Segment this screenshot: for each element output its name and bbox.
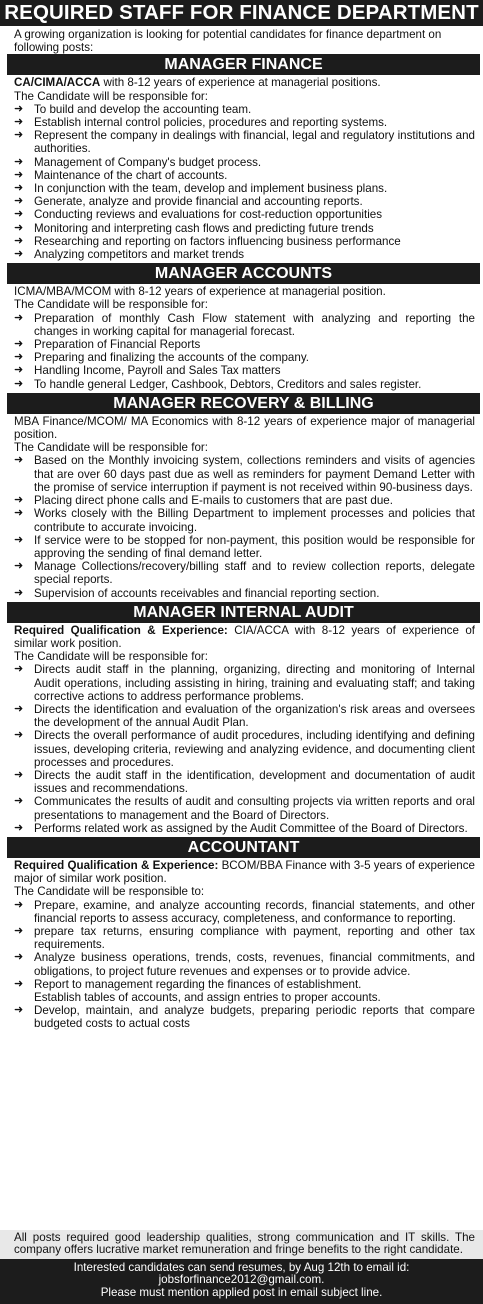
list-item-text: Establish internal control policies, procedures and reporting systems. bbox=[34, 116, 388, 130]
right-arrow-icon: ➜ bbox=[14, 182, 24, 195]
qualification bbox=[14, 76, 475, 89]
section-heading: MANAGER INTERNAL AUDIT bbox=[7, 602, 480, 623]
list-item bbox=[14, 338, 475, 351]
responsibility-list bbox=[14, 899, 475, 991]
qualification-label: CA/CIMA/ACCA bbox=[14, 76, 101, 90]
right-arrow-icon: ➜ bbox=[14, 507, 24, 520]
sections-container bbox=[0, 54, 483, 1032]
list-item-text: In conjunction with the team, develop and implement business plans. bbox=[34, 182, 388, 196]
qualification bbox=[14, 624, 475, 650]
list-item-text: To build and develop the accounting team. bbox=[34, 102, 252, 116]
responsibility-lead: The Candidate will be responsible for: bbox=[14, 89, 208, 103]
list-item bbox=[14, 769, 475, 795]
list-item bbox=[14, 1004, 475, 1030]
section-heading: MANAGER FINANCE bbox=[7, 54, 480, 75]
list-item bbox=[14, 116, 475, 129]
list-item-text: Manage Collections/recovery/billing staff and to review collection reports, delegate special reports. bbox=[34, 560, 475, 587]
responsibility-list bbox=[14, 312, 475, 391]
list-item bbox=[14, 899, 475, 925]
list-item bbox=[14, 729, 475, 769]
list-item-text: Placing direct phone calls and E-mails to customers that are past due. bbox=[34, 494, 393, 508]
contact-email[interactable]: jobsforfinance2012@gmail.com. bbox=[158, 1273, 325, 1287]
list-item-text: Preparation of Financial Reports bbox=[34, 338, 201, 352]
qualification-text: BCOM/BBA Finance with 3-5 years of experience major of similar work position. bbox=[14, 858, 476, 886]
responsibility-list bbox=[14, 454, 475, 599]
right-arrow-icon: ➜ bbox=[14, 364, 24, 377]
qualification bbox=[14, 415, 475, 441]
qualification bbox=[14, 285, 475, 298]
list-item bbox=[14, 587, 475, 600]
list-item bbox=[14, 364, 475, 377]
list-item bbox=[14, 378, 475, 391]
list-item bbox=[14, 248, 475, 261]
list-item-text: Maintenance of the chart of accounts. bbox=[34, 168, 228, 182]
qualification-text: CIA/ACCA with 8-12 years of experience of similar work position. bbox=[14, 623, 475, 650]
qualification-text: MBA Finance/MCOM/ MA Economics with 8-12 years of experience major of managerial position. bbox=[14, 414, 475, 442]
list-item-text: Directs the identification and evaluation of the organization's risk areas and oversees the development of the annual Audit Plan. bbox=[34, 702, 475, 730]
qualification-text: with 8-12 years of experience at managerial positions. bbox=[100, 76, 381, 90]
right-arrow-icon: ➜ bbox=[14, 208, 24, 221]
right-arrow-icon: ➜ bbox=[14, 977, 24, 990]
list-item bbox=[14, 951, 475, 977]
list-continuation: Establish tables of accounts, and assign entries to proper accounts. bbox=[34, 991, 381, 1004]
responsibility-lead: The Candidate will be responsible for: bbox=[14, 650, 208, 664]
footer-note: All posts required good leadership qualities, strong communication and IT skills. The company offers lucrative market remuneration and fringe benefits to the right candidate. bbox=[0, 1230, 483, 1259]
list-item bbox=[14, 978, 475, 991]
right-arrow-icon: ➜ bbox=[14, 351, 24, 364]
right-arrow-icon: ➜ bbox=[14, 795, 24, 808]
right-arrow-icon: ➜ bbox=[14, 924, 24, 937]
qualification-label: Required Qualification & Experience: bbox=[14, 623, 228, 637]
right-arrow-icon: ➜ bbox=[14, 663, 24, 676]
list-item-text: Directs the audit staff in the identification, development and documentation of audit issues and recommendations. bbox=[34, 768, 475, 796]
section-body bbox=[0, 623, 483, 837]
right-arrow-icon: ➜ bbox=[14, 702, 24, 715]
section-body bbox=[0, 284, 483, 393]
list-item bbox=[14, 534, 475, 560]
qualification-text: ICMA/MBA/MCOM with 8-12 years of experience at managerial position. bbox=[14, 285, 386, 299]
list-item bbox=[14, 169, 475, 182]
list-item-text: Represent the company in dealings with financial, legal and regulatory institutions and authorities. bbox=[34, 129, 475, 156]
right-arrow-icon: ➜ bbox=[14, 311, 24, 324]
list-item-text: Generate, analyze and provide financial and accounting reports. bbox=[34, 195, 363, 209]
list-item-text: Analyzing competitors and market trends bbox=[34, 248, 245, 262]
list-item bbox=[14, 560, 475, 586]
right-arrow-icon: ➜ bbox=[14, 248, 24, 261]
right-arrow-icon: ➜ bbox=[14, 129, 24, 142]
responsibility-lead: The Candidate will be responsible for: bbox=[14, 298, 208, 312]
list-item bbox=[14, 663, 475, 703]
list-item-text: Communicates the results of audit and consulting projects via written reports and oral presentations to management and the Board of Directors. bbox=[34, 795, 475, 822]
right-arrow-icon: ➜ bbox=[14, 377, 24, 390]
list-item-text: Analyze business operations, trends, costs, revenues, financial commitments, and obligations, to project future revenues and expenses or to provide advice. bbox=[34, 951, 475, 978]
right-arrow-icon: ➜ bbox=[14, 234, 24, 247]
list-item-text: If service were to be stopped for non-payment, this position would be responsible for approving the sending of final demand letter. bbox=[34, 533, 475, 560]
right-arrow-icon: ➜ bbox=[14, 729, 24, 742]
list-item-text: Works closely with the Billing Department to implement processes and policies that contribute to accurate invoicing. bbox=[34, 507, 475, 534]
list-item bbox=[14, 208, 475, 221]
list-item bbox=[14, 822, 475, 835]
list-item-text: Management of Company's budget process. bbox=[34, 155, 262, 169]
list-item bbox=[14, 312, 475, 338]
contact-line: Interested candidates can send resumes, by Aug 12th to email id: bbox=[73, 1260, 410, 1274]
responsibility-list bbox=[14, 103, 475, 261]
list-item bbox=[14, 222, 475, 235]
right-arrow-icon: ➜ bbox=[14, 221, 24, 234]
right-arrow-icon: ➜ bbox=[14, 951, 24, 964]
responsibility-list bbox=[14, 1004, 475, 1030]
section-heading: MANAGER ACCOUNTS bbox=[7, 263, 480, 284]
list-item bbox=[14, 156, 475, 169]
qualification-label: Required Qualification & Experience: bbox=[14, 858, 219, 872]
right-arrow-icon: ➜ bbox=[14, 586, 24, 599]
list-item-text: Directs audit staff in the planning, organizing, directing and monitoring of Internal Audit operations, including assisting in hiring, training and evaluating staff; and taking corrective actions to address performance problems. bbox=[34, 663, 475, 703]
responsibility-list bbox=[14, 663, 475, 835]
footer bbox=[0, 1230, 483, 1304]
list-item-text: Supervision of accounts receivables and financial reporting section. bbox=[34, 586, 380, 600]
list-item bbox=[14, 494, 475, 507]
list-item bbox=[14, 182, 475, 195]
list-item-text: Report to management regarding the finances of establishment. bbox=[34, 977, 362, 991]
list-item-text: Handling Income, Payroll and Sales Tax matters bbox=[34, 364, 281, 378]
responsibility-lead: The Candidate will be responsible for: bbox=[14, 441, 208, 455]
list-item-text: Based on the Monthly invoicing system, collections reminders and visits of agencies that are over 60 days past due as well as reminders for payment Demand Letter with the promise of service interruption if payment is not received within 90-business days. bbox=[34, 454, 475, 494]
contact-box bbox=[0, 1259, 483, 1304]
right-arrow-icon: ➜ bbox=[14, 821, 24, 834]
list-item bbox=[14, 235, 475, 248]
list-item-text: Preparation of monthly Cash Flow statement with analyzing and reporting the changes in working capital for managerial forecast. bbox=[34, 311, 475, 338]
list-item bbox=[14, 454, 475, 494]
right-arrow-icon: ➜ bbox=[14, 168, 24, 181]
list-item-text: Preparing and finalizing the accounts of the company. bbox=[34, 351, 309, 365]
right-arrow-icon: ➜ bbox=[14, 195, 24, 208]
list-item-text: Prepare, examine, and analyze accounting records, financial statements, and other financial reports to assess accuracy, completeness, and conformance to reporting. bbox=[34, 898, 475, 925]
list-item bbox=[14, 103, 475, 116]
right-arrow-icon: ➜ bbox=[14, 454, 24, 467]
list-item-text: Directs the overall performance of audit procedures, including identifying and defining issues, developing criteria, reviewing and analyzing evidence, and documenting client processes and procedures. bbox=[34, 729, 475, 769]
section-body bbox=[0, 858, 483, 1033]
list-item-text: Monitoring and interpreting cash flows and predicting future trends bbox=[34, 221, 374, 235]
section-heading: MANAGER RECOVERY & BILLING bbox=[7, 393, 480, 414]
list-item bbox=[14, 925, 475, 951]
list-item bbox=[14, 795, 475, 821]
list-item bbox=[14, 129, 475, 155]
list-item bbox=[14, 507, 475, 533]
section-body bbox=[0, 75, 483, 263]
list-item bbox=[14, 195, 475, 208]
list-item bbox=[14, 703, 475, 729]
section-body bbox=[0, 414, 483, 602]
list-item-text: Researching and reporting on factors influencing business performance bbox=[34, 234, 401, 248]
right-arrow-icon: ➜ bbox=[14, 1004, 24, 1017]
list-item-text: Performs related work as assigned by the Audit Committee of the Board of Directors. bbox=[34, 821, 468, 835]
right-arrow-icon: ➜ bbox=[14, 560, 24, 573]
right-arrow-icon: ➜ bbox=[14, 338, 24, 351]
right-arrow-icon: ➜ bbox=[14, 494, 24, 507]
right-arrow-icon: ➜ bbox=[14, 116, 24, 129]
contact-subject-note: Please must mention applied post in email subject line. bbox=[100, 1286, 383, 1299]
list-item bbox=[14, 351, 475, 364]
responsibility-lead: The Candidate will be responsible to: bbox=[14, 885, 205, 899]
list-item-text: Develop, maintain, and analyze budgets, preparing periodic reports that compare budgeted costs to actual costs bbox=[34, 1004, 475, 1031]
list-item-text: Conducting reviews and evaluations for cost-reduction opportunities bbox=[34, 208, 383, 222]
right-arrow-icon: ➜ bbox=[14, 533, 24, 546]
right-arrow-icon: ➜ bbox=[14, 898, 24, 911]
right-arrow-icon: ➜ bbox=[14, 155, 24, 168]
right-arrow-icon: ➜ bbox=[14, 102, 24, 115]
section-heading: ACCOUNTANT bbox=[7, 837, 480, 858]
page-title: REQUIRED STAFF FOR FINANCE DEPARTMENT bbox=[0, 0, 483, 26]
right-arrow-icon: ➜ bbox=[14, 768, 24, 781]
intro-text: A growing organization is looking for potential candidates for finance department on following posts: bbox=[14, 28, 442, 55]
list-item-text: prepare tax returns, ensuring compliance with payment, reporting and other tax requirements. bbox=[34, 924, 475, 952]
qualification bbox=[14, 859, 475, 885]
list-item-text: To handle general Ledger, Cashbook, Debtors, Creditors and sales register. bbox=[34, 377, 422, 391]
